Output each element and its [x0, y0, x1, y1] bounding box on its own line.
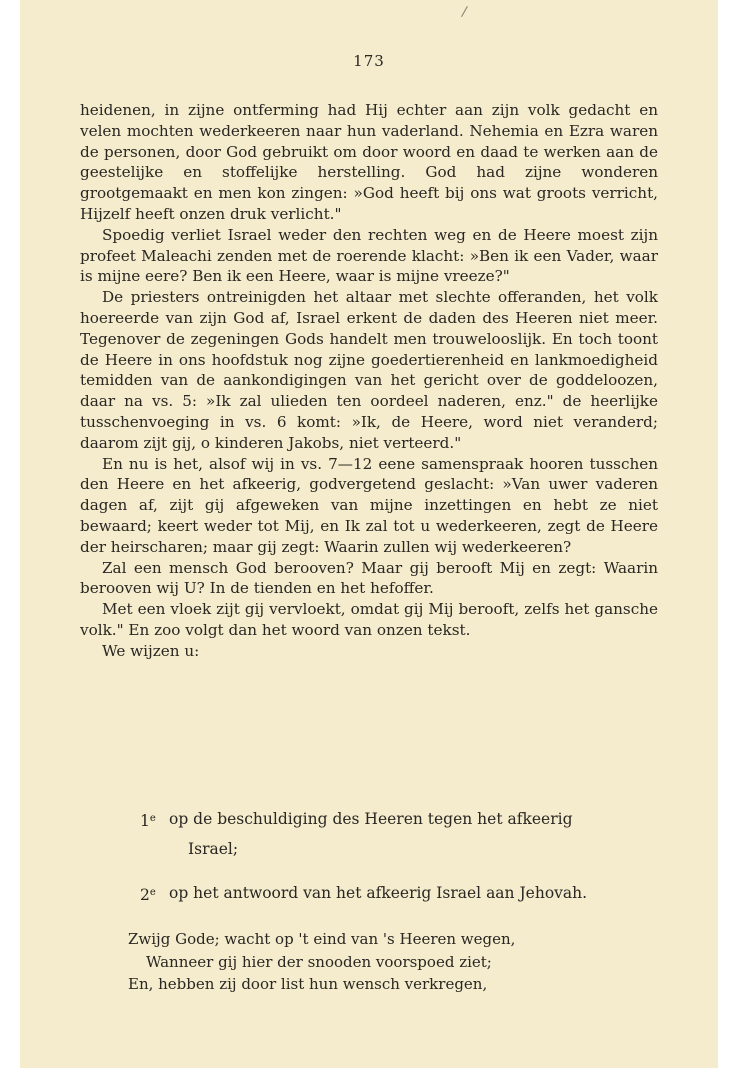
poem-line: En, hebben zij door list hun wensch verkregen, [128, 975, 488, 993]
point-text: op de beschuldiging des Heeren tegen het afkeerig [169, 810, 573, 828]
paragraph: Zal een mensch God berooven? Maar gij berooft Mij en zegt: Waarin berooven wij U? In de tienden en het hefoffer. [80, 558, 658, 598]
page-number: 173 [353, 52, 385, 70]
point-number: 2e [140, 886, 156, 904]
point-number: 1e [140, 812, 156, 830]
point-text-continued: Israel; [188, 840, 239, 858]
book-page [20, 0, 718, 1068]
paragraph: Met een vloek zijt gij vervloekt, omdat gij Mij berooft, zelfs het gansche volk." En zoo volgt dan het woord van onzen tekst. [80, 600, 658, 639]
sermon-point [140, 878, 660, 908]
sermon-points [140, 804, 660, 922]
paragraph: En nu is het, alsof wij in vs. 7—12 eene samenspraak hooren tusschen den Heere en het afkeerig, godvergetend geslacht: »Van uwer vaderen dagen af, zijt gij afgeweken van mijne inzettingen en hebt ze niet bewaard; keert weder tot Mij, en Ik zal tot u wederkeeren, zegt de Heere der heirscharen; maar gij zegt: Waarin zullen wij wederkeeren? [80, 454, 658, 556]
sermon-point [140, 804, 660, 864]
paragraph: Spoedig verliet Israel weder den rechten weg en de Heere moest zijn profeet Maleachi zenden met de roerende klacht: »Ben ik een Vader, waar is mijne eere? Ben ik een Heere, waar is mijne vreeze?" [80, 225, 658, 286]
poem-line: Wanneer gij hier der snooden voorspoed ziet; [146, 952, 492, 971]
poem-line: Zwijg Gode; wacht op 't eind van 's Heeren wegen, [128, 930, 516, 948]
poem-verse [128, 928, 648, 996]
paragraph: We wijzen u: [102, 641, 200, 660]
pencil-mark: / [460, 3, 469, 21]
body-text [80, 100, 658, 662]
paragraph: heidenen, in zijne ontferming had Hij echter aan zijn volk gedacht en velen mochten wederkeeren naar hun vaderland. Nehemia en Ezra waren de personen, door God gebruikt om door woord en daad te werken aan de geestelijke en stoffelijke herstelling. God had zijne wonderen grootgemaakt en men kon zingen: »God heeft bij ons wat groots verricht, Hijzelf heeft onzen druk verlicht." [80, 101, 658, 223]
paragraph: De priesters ontreinigden het altaar met slechte offeranden, het volk hoereerde van zijn God af, Israel erkent de daden des Heeren niet meer. Tegenover de zegeningen Gods handelt men trouwelooslijk. En toch toont de Heere in ons hoofdstuk nog zijne goedertierenheid en lankmoedigheid temidden van de aankondigingen van het gericht over de goddeloozen, daar na vs. 5: »Ik zal ulieden ten oordeel naderen, enz." de heerlijke tusschenvoeging in vs. 6 komt: »Ik, de Heere, word niet veranderd; daarom zijt gij, o kinderen Jakobs, niet verteerd." [80, 288, 658, 452]
point-text: op het antwoord van het afkeerig Israel aan Jehovah. [169, 884, 588, 902]
